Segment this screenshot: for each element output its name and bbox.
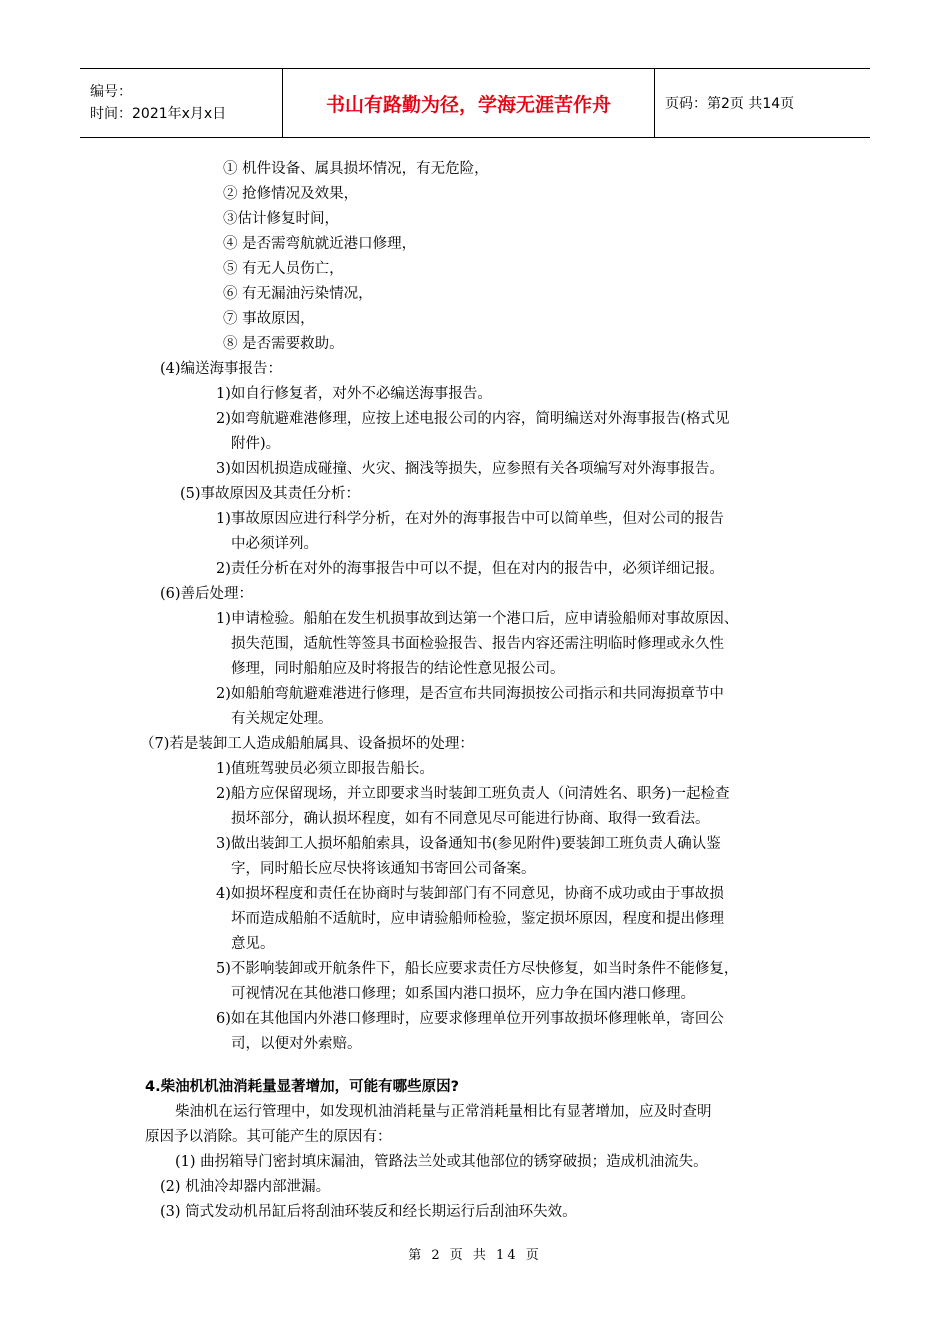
list-item: (3) 筒式发动机吊缸后将刮油环装反和经长期运行后刮油环失效。	[160, 1204, 577, 1220]
body-line: ⑤ 有无人员伤亡，	[223, 261, 344, 277]
body-line: 有关规定处理。	[231, 711, 333, 727]
body-line: 中必须详列。	[231, 536, 318, 552]
body-line: 坏而造成船舶不适航时，应申请验船师检验，鉴定损坏原因，程度和提出修理	[231, 911, 724, 927]
body-line: 1)值班驾驶员必须立即报告船长。	[216, 761, 434, 777]
body-line: 损坏部分，确认损坏程度，如有不同意见尽可能进行协商、取得一致看法。	[231, 811, 710, 827]
body-line: 修理，同时船舶应及时将报告的结论性意见报公司。	[231, 661, 565, 677]
body-line: 2)船方应保留现场，并立即要求当时装卸工班负责人（问清姓名、职务)一起检查	[216, 786, 730, 802]
body-line: 5)不影响装卸或开航条件下，船长应要求责任方尽快修复，如当时条件不能修复，	[216, 961, 739, 977]
body-line: 可视情况在其他港口修理；如系国内港口损坏，应力争在国内港口修理。	[231, 986, 695, 1002]
body-line: 2)如船舶弯航避难港进行修理，是否宣布共同海损按公司指示和共同海损章节中	[216, 686, 724, 702]
body-line: ⑦ 事故原因，	[223, 311, 315, 327]
body-line: 柴油机在运行管理中，如发现机油消耗量与正常消耗量相比有显著增加，应及时查明	[175, 1104, 712, 1120]
body-line: 3)如因机损造成碰撞、火灾、搁浅等损失，应参照有关各项编写对外海事报告。	[216, 461, 724, 477]
body-line: 1)事故原因应进行科学分析，在对外的海事报告中可以简单些，但对公司的报告	[216, 511, 724, 527]
list-item: (1) 曲拐箱导门密封填床漏油，管路法兰处或其他部位的锈穿破损；造成机油流失。	[175, 1154, 708, 1170]
section-heading: (5)事故原因及其责任分析：	[180, 486, 361, 502]
document-date: 时间：2021年x月x日	[90, 106, 227, 122]
body-line: 2)责任分析在对外的海事报告中可以不提，但在对内的报告中，必须详细记报。	[216, 561, 724, 577]
header-meta	[80, 69, 282, 137]
section-heading: (4)编送海事报告：	[160, 361, 283, 377]
header-page-info	[655, 69, 870, 137]
question-heading: 4.柴油机机油消耗量显著增加，可能有哪些原因?	[145, 1079, 460, 1095]
body-line: 意见。	[231, 936, 275, 952]
header-motto	[282, 69, 655, 137]
body-line: 3)做出装卸工人损坏船舶索具，设备通知书(参见附件)要装卸工班负责人确认鉴	[216, 836, 721, 852]
body-line: ① 机件设备、属具损坏情况，有无危险，	[223, 161, 489, 177]
body-line: ⑥ 有无漏油污染情况，	[223, 286, 373, 302]
body-line: 司，以便对外索赔。	[231, 1036, 362, 1052]
page-header	[80, 68, 870, 138]
body-line: 6)如在其他国内外港口修理时，应要求修理单位开列事故损坏修理帐单，寄回公	[216, 1011, 724, 1027]
header-page-number: 页码：第2页 共14页	[665, 96, 795, 112]
section-heading: (6)善后处理：	[160, 586, 254, 602]
body-line: 4)如损坏程度和责任在协商时与装卸部门有不同意见，协商不成功或由于事故损	[216, 886, 724, 902]
body-line: ④ 是否需弯航就近港口修理，	[223, 236, 417, 252]
section-heading: （7)若是装卸工人造成船舶属具、设备损坏的处理：	[140, 736, 474, 752]
body-line: ② 抢修情况及效果，	[223, 186, 359, 202]
body-line: 附件)。	[231, 436, 281, 452]
body-line: ③估计修复时间，	[223, 211, 339, 227]
body-line: 损失范围，适航性等签具书面检验报告、报告内容还需注明临时修理或永久性	[231, 636, 724, 652]
body-line: 1)如自行修复者，对外不必编送海事报告。	[216, 386, 492, 402]
page-footer	[0, 1244, 950, 1263]
footer-page-number: 第 2 页 共 14 页	[408, 1248, 542, 1263]
document-number-label: 编号：	[90, 84, 132, 100]
list-item: (2) 机油冷却器内部泄漏。	[160, 1179, 331, 1195]
body-line: 字，同时船长应尽快将该通知书寄回公司备案。	[231, 861, 536, 877]
body-line: ⑧ 是否需要救助。	[223, 336, 344, 352]
body-line: 2)如弯航避难港修理，应按上述电报公司的内容，简明编送对外海事报告(格式见	[216, 411, 730, 427]
body-line: 原因予以消除。其可能产生的原因有：	[145, 1129, 392, 1145]
motto-text: 书山有路勤为径，学海无涯苦作舟	[325, 93, 611, 116]
body-line: 1)申请检验。船舶在发生机损事故到达第一个港口后，应申请验船师对事故原因、	[216, 611, 739, 627]
